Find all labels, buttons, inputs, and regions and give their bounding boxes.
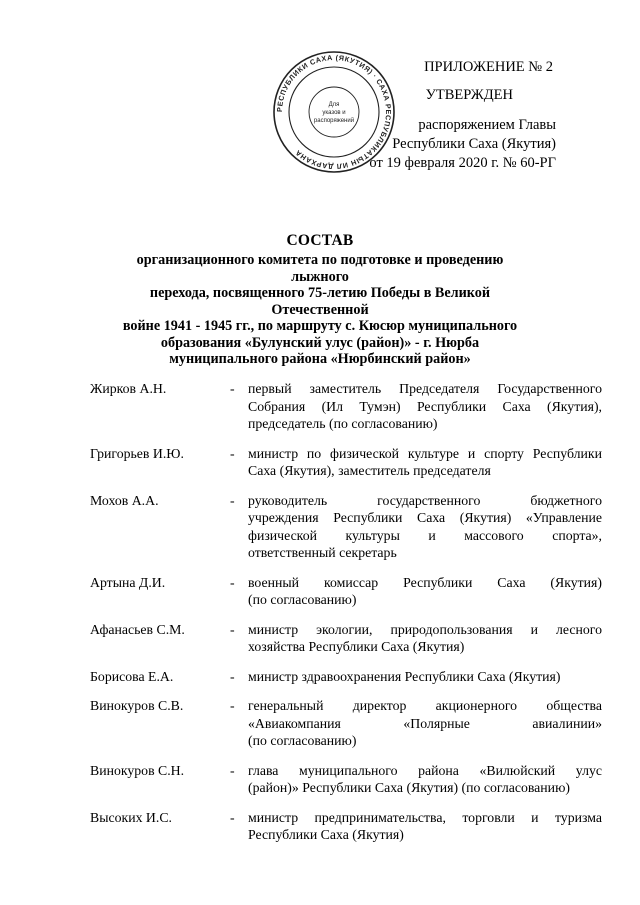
document-title: СОСТАВ	[286, 232, 354, 249]
role-line: хозяйства Республики Саха (Якутия)	[248, 639, 465, 654]
member-role	[248, 380, 602, 433]
subtitle-line: перехода, посвященного 75-летию Победы в Великой Отечественной	[149, 285, 491, 318]
role-line: (по согласованию)	[248, 733, 357, 748]
role-line: учреждения Республики Саха (Якутия) «Управление	[248, 510, 602, 525]
member-dash: -	[230, 809, 235, 825]
subtitle-line: образования «Булунский улус (район)» - г. Нюрба	[160, 334, 480, 351]
member-dash: -	[230, 445, 235, 461]
role-line: Саха (Якутия), заместитель председателя	[248, 463, 491, 478]
member-dash: -	[230, 574, 235, 590]
role-line: Республики Саха (Якутия)	[248, 827, 404, 842]
member-name: Афанасьев С.М.	[90, 621, 185, 637]
role-line: физической культуры и массового спорта»,	[248, 527, 602, 543]
role-line: генеральный директор акционерного общества	[248, 698, 602, 713]
role-line: министр здравоохранения Республики Саха (Якутия)	[248, 668, 561, 684]
role-line: (по согласованию)	[248, 592, 357, 607]
member-role	[248, 574, 602, 609]
svg-text:РЕСПУБЛИКИ САХА (ЯКУТИЯ) · САХ: РЕСПУБЛИКИ САХА (ЯКУТИЯ) · САХА РЕСПУБЛИКАТЫН ИЛ ДАРХАНА	[274, 52, 394, 172]
member-role	[248, 762, 602, 797]
appendix-number: ПРИЛОЖЕНИЕ № 2	[424, 59, 553, 75]
member-row	[90, 697, 602, 750]
member-role	[248, 809, 602, 844]
role-line: первый заместитель Председателя Государственного	[248, 381, 602, 396]
member-name: Мохов А.А.	[90, 492, 159, 508]
member-row	[90, 668, 602, 686]
role-line: руководитель государственного бюджетного	[248, 492, 602, 508]
member-dash: -	[230, 698, 235, 713]
role-line: министр по физической культуре и спорту Республики	[248, 445, 602, 461]
member-name: Высоких И.С.	[90, 809, 172, 825]
member-dash: -	[230, 668, 235, 684]
role-line: (район)» Республики Саха (Якутия) (по согласованию)	[248, 780, 570, 795]
role-line: глава муниципального района «Вилюйский улус	[248, 762, 602, 778]
member-dash: -	[230, 762, 235, 778]
member-dash: -	[230, 492, 235, 508]
role-line: председатель (по согласованию)	[248, 416, 438, 431]
svg-text:распоряжений: распоряжений	[313, 118, 355, 124]
members-list	[90, 380, 602, 842]
member-role	[248, 697, 602, 750]
role-line: ответственный секретарь	[248, 545, 397, 560]
member-dash: -	[230, 621, 235, 637]
member-role	[248, 492, 602, 562]
subtitle-line: организационного комитета по подготовке и проведению лыжного	[136, 252, 504, 285]
role-line: Собрания (Ил Тумэн) Республики Саха (Якутия),	[248, 398, 602, 414]
member-name: Винокуров С.Н.	[90, 762, 185, 778]
approval-by-line-2: Республики Саха (Якутия)	[392, 136, 556, 152]
approval-by-line-1: распоряжением Главы	[418, 117, 556, 133]
member-name: Артына Д.И.	[90, 574, 166, 590]
approved-label: УТВЕРЖДЕН	[425, 87, 513, 103]
member-row	[90, 380, 602, 433]
member-role	[248, 621, 602, 656]
svg-text:указов и: указов и	[322, 110, 346, 116]
document-subtitle	[110, 252, 530, 368]
member-role	[248, 668, 602, 686]
member-role	[248, 445, 602, 480]
role-line: министр экологии, природопользования и лесного	[248, 621, 602, 637]
member-row	[90, 574, 602, 609]
svg-text:Для: Для	[328, 102, 340, 108]
member-name: Жирков А.Н.	[90, 381, 167, 396]
approval-date-line: от 19 февраля 2020 г. № 60-РГ	[369, 155, 556, 171]
member-row	[90, 621, 602, 656]
member-row	[90, 492, 602, 562]
approval-block	[356, 116, 556, 173]
member-row	[90, 762, 602, 797]
role-line: министр предпринимательства, торговли и туризма	[248, 809, 602, 825]
member-row	[90, 809, 602, 844]
subtitle-line: муниципального района «Нюрбинский район»	[169, 351, 471, 367]
member-name: Борисова Е.А.	[90, 668, 174, 684]
role-line: военный комиссар Республики Саха (Якутия)	[248, 574, 602, 590]
role-line: «Авиакомпания «Полярные авиалинии»	[248, 715, 602, 731]
member-row	[90, 445, 602, 480]
member-dash: -	[230, 381, 235, 396]
subtitle-line: войне 1941 - 1945 гг., по маршруту с. Кюсюр муниципального	[122, 318, 518, 334]
member-name: Винокуров С.В.	[90, 698, 184, 713]
member-name: Григорьев И.Ю.	[90, 445, 184, 461]
